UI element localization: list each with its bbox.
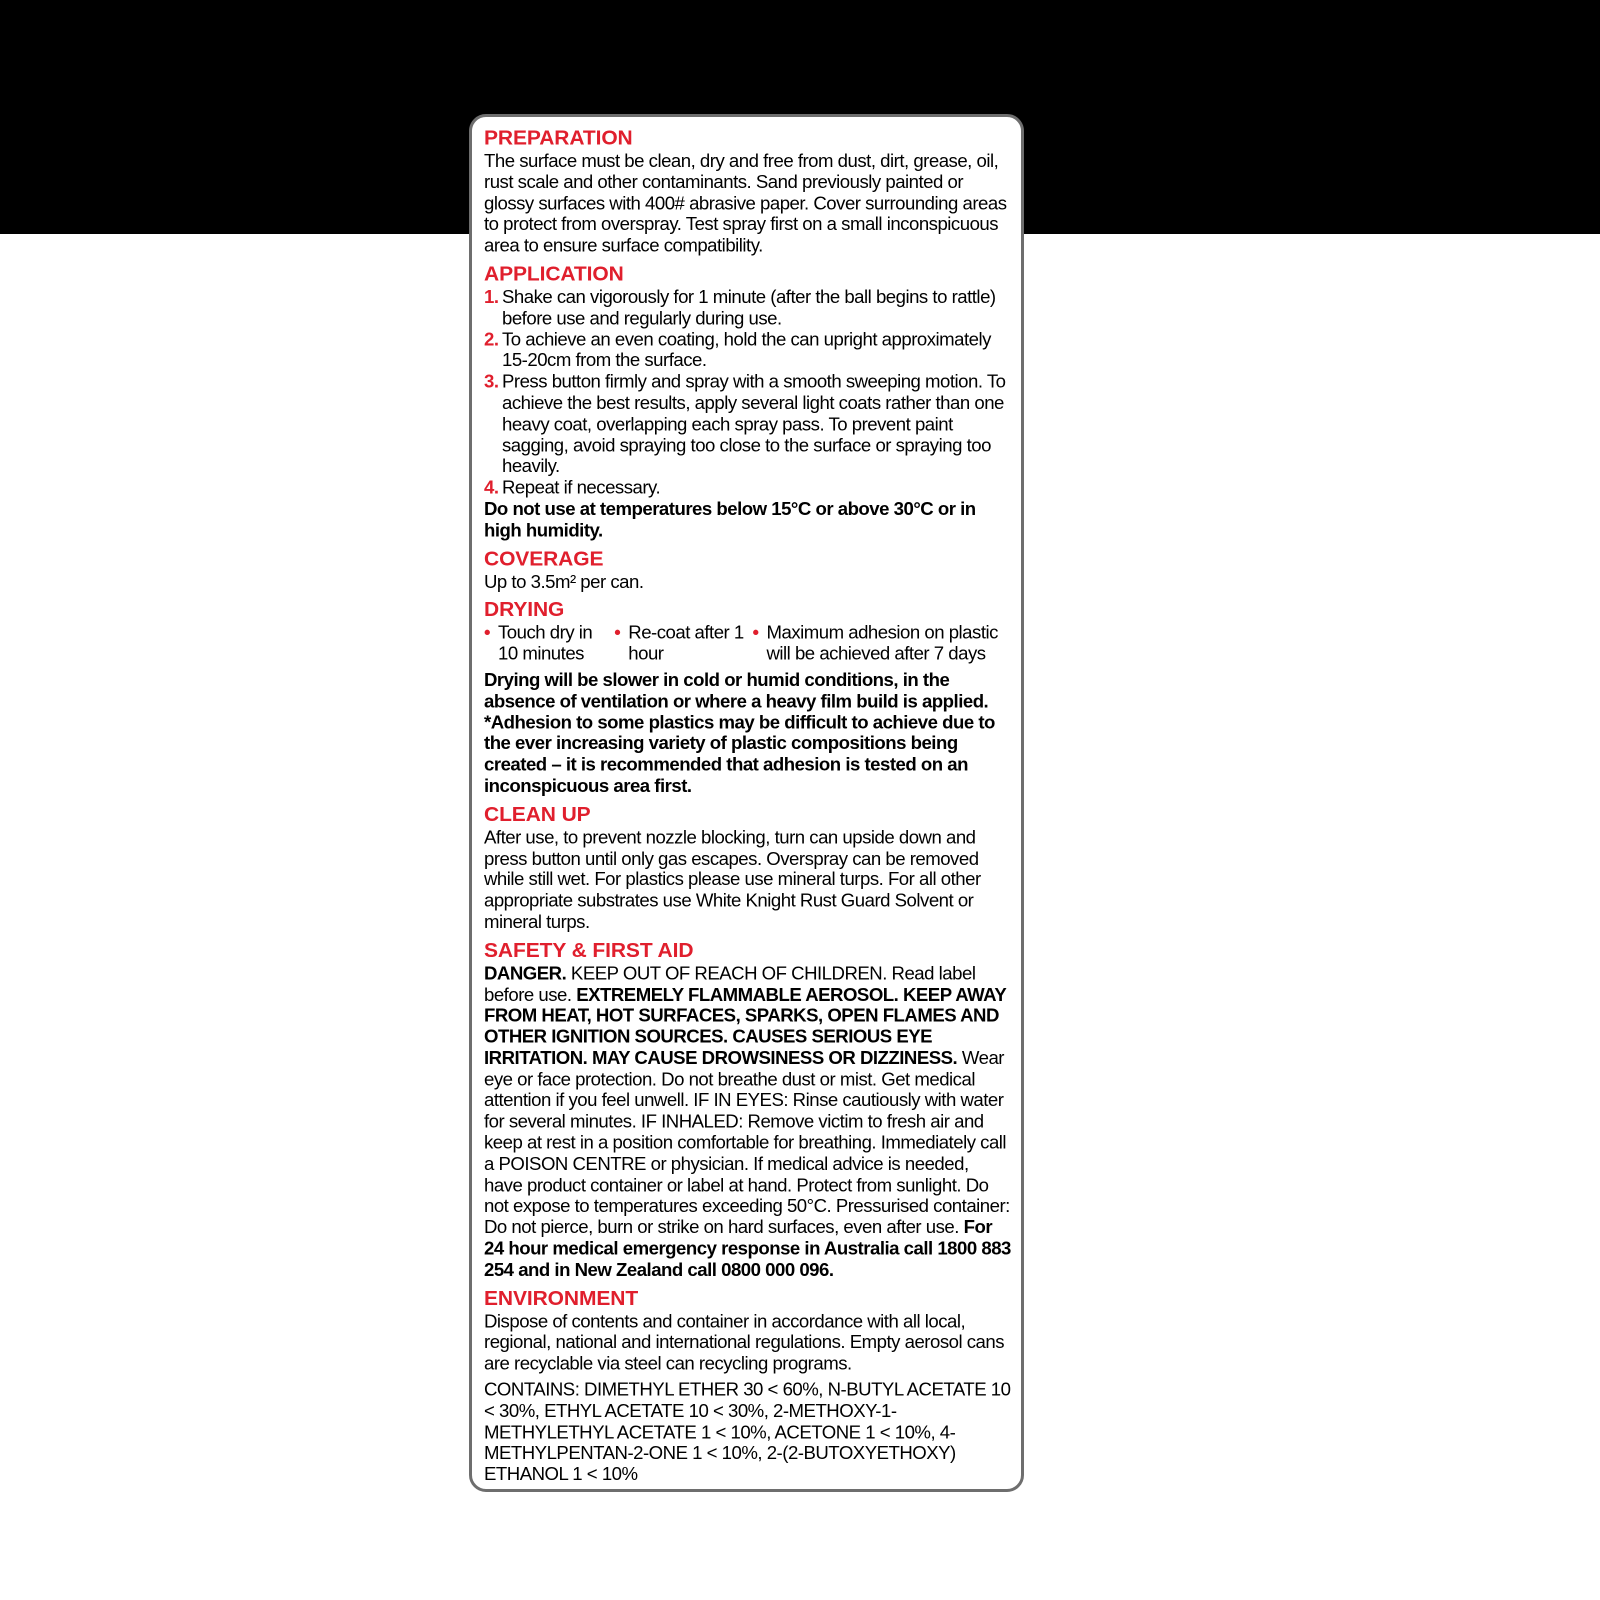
safety-section [484, 939, 1011, 1280]
list-item [484, 286, 1011, 328]
label-panel [469, 114, 1024, 1492]
clean-up-section [484, 803, 1011, 932]
step-text: Repeat if necessary. [502, 477, 661, 498]
clean-up-text: After use, to prevent nozzle blocking, turn can upside down and press button until only gas escapes. Overspray can be removed while still wet. For plastics please use mineral turps. For all other appropriate substrates use White Knight Rust Guard Solvent or mineral turps. [484, 826, 981, 932]
bullet-dot-icon: • [614, 622, 621, 643]
safety-text [484, 963, 1011, 1281]
temperature-warning: Do not use at temperatures below 15°C or above 30°C or in high humidity. [484, 498, 976, 540]
step-number: 4. [484, 477, 499, 498]
application-heading: APPLICATION [484, 263, 624, 286]
list-item [484, 622, 614, 664]
clean-up-heading: CLEAN UP [484, 803, 591, 826]
step-number: 3. [484, 371, 499, 392]
environment-section [484, 1287, 1011, 1485]
application-steps [484, 286, 1011, 498]
hazard-statements: EXTREMELY FLAMMABLE AEROSOL. KEEP AWAY FROM HEAT, HOT SURFACES, SPARKS, OPEN FLAMES AND OTHER IGNITION SOURCES. CAUSES SERIOUS EYE IRRITATION. MAY CAUSE DROWSINESS OR DIZZINESS. [484, 983, 1006, 1068]
emergency-contact: For 24 hour medical emergency response in Australia call 1800 883 254 and in New Zealand call 0800 000 096. [484, 1216, 1011, 1280]
coverage-heading: COVERAGE [484, 547, 604, 570]
step-text: Press button firmly and spray with a smooth sweeping motion. To achieve the best results, apply several light coats rather than one heavy coat, overlapping each spray pass. To prevent paint sagging, avoid spraying too close to the surface or spraying too heavily. [502, 371, 1006, 477]
preparation-text: The surface must be clean, dry and free from dust, dirt, grease, oil, rust scale and other contaminants. Sand previously painted or glossy surfaces with 400# abrasive paper. Cover surrounding areas to protect from overspray. Test spray first on a small inconspicuous area to ensure surface compatibility. [484, 150, 1007, 256]
drying-item-text: Touch dry in 10 minutes [498, 622, 593, 664]
preparation-section [484, 127, 1011, 256]
drying-note: Drying will be slower in cold or humid conditions, in the absence of ventilation or where a heavy film build is applied. *Adhesion to some plastics may be difficult to achieve due to the ever increasing variety of plastic compositions being created – it is recommended that adhesion is tested on an inconspicuous area first. [484, 669, 995, 796]
preparation-heading: PREPARATION [484, 127, 633, 150]
danger-label: DANGER. [484, 962, 567, 984]
drying-heading: DRYING [484, 598, 565, 622]
drying-items [484, 622, 1011, 664]
list-item [484, 371, 1011, 477]
coverage-section [484, 547, 1011, 592]
list-item [484, 477, 1011, 498]
environment-heading: ENVIRONMENT [484, 1287, 639, 1310]
list-item [614, 622, 752, 664]
step-text: Shake can vigorously for 1 minute (after the ball begins to rattle) before use and regularly during use. [502, 286, 996, 329]
step-number: 2. [484, 328, 499, 350]
environment-text: Dispose of contents and container in accordance with all local, regional, national and international regulations. Empty aerosol cans are recyclable via steel can recycling programs. [484, 1310, 1005, 1374]
drying-item-text: Re-coat after 1 hour [628, 622, 744, 664]
bullet-dot-icon: • [484, 622, 491, 643]
drying-item-text: Maximum adhesion on plastic will be achieved after 7 days [766, 622, 998, 664]
coverage-text: Up to 3.5m² per can. [484, 570, 644, 592]
step-number: 1. [484, 286, 499, 307]
list-item [752, 622, 1011, 664]
keep-out-text: KEEP OUT OF REACH OF CHILDREN. Read label before use. [484, 962, 976, 1005]
application-section [484, 263, 1011, 541]
step-text: To achieve an even coating, hold the can upright approximately 15-20cm from the surface. [502, 328, 991, 371]
drying-section [484, 599, 1011, 797]
contains-text: CONTAINS: DIMETHYL ETHER 30 < 60%, N-BUTYL ACETATE 10 < 30%, ETHYL ACETATE 10 < 30%, 2-METHOXY-1-METHYLETHYL ACETATE 1 < 10%, ACETONE 1 < 10%, 4-METHYLPENTAN-2-ONE 1 < 10%, 2-(2-BUTOXYETHOXY) ETHANOL 1 < 10% [484, 1379, 1011, 1485]
list-item [484, 329, 1011, 371]
safety-heading: SAFETY & FIRST AID [484, 939, 694, 962]
safety-instructions: Wear eye or face protection. Do not breathe dust or mist. Get medical attention if you feel unwell. IF IN EYES: Rinse cautiously with water for several minutes. IF INHALED: Remove victim to fresh air and keep at rest in a position comfortable for breathing. Immediately call a POISON CENTRE or physician. If medical advice is needed, have product container or label at hand. Protect from sunlight. Do not expose to temperatures exceeding 50°C. Pressurised container: Do not pierce, burn or strike on hard surfaces, even after use. [484, 1047, 1010, 1238]
bullet-dot-icon: • [752, 622, 759, 643]
